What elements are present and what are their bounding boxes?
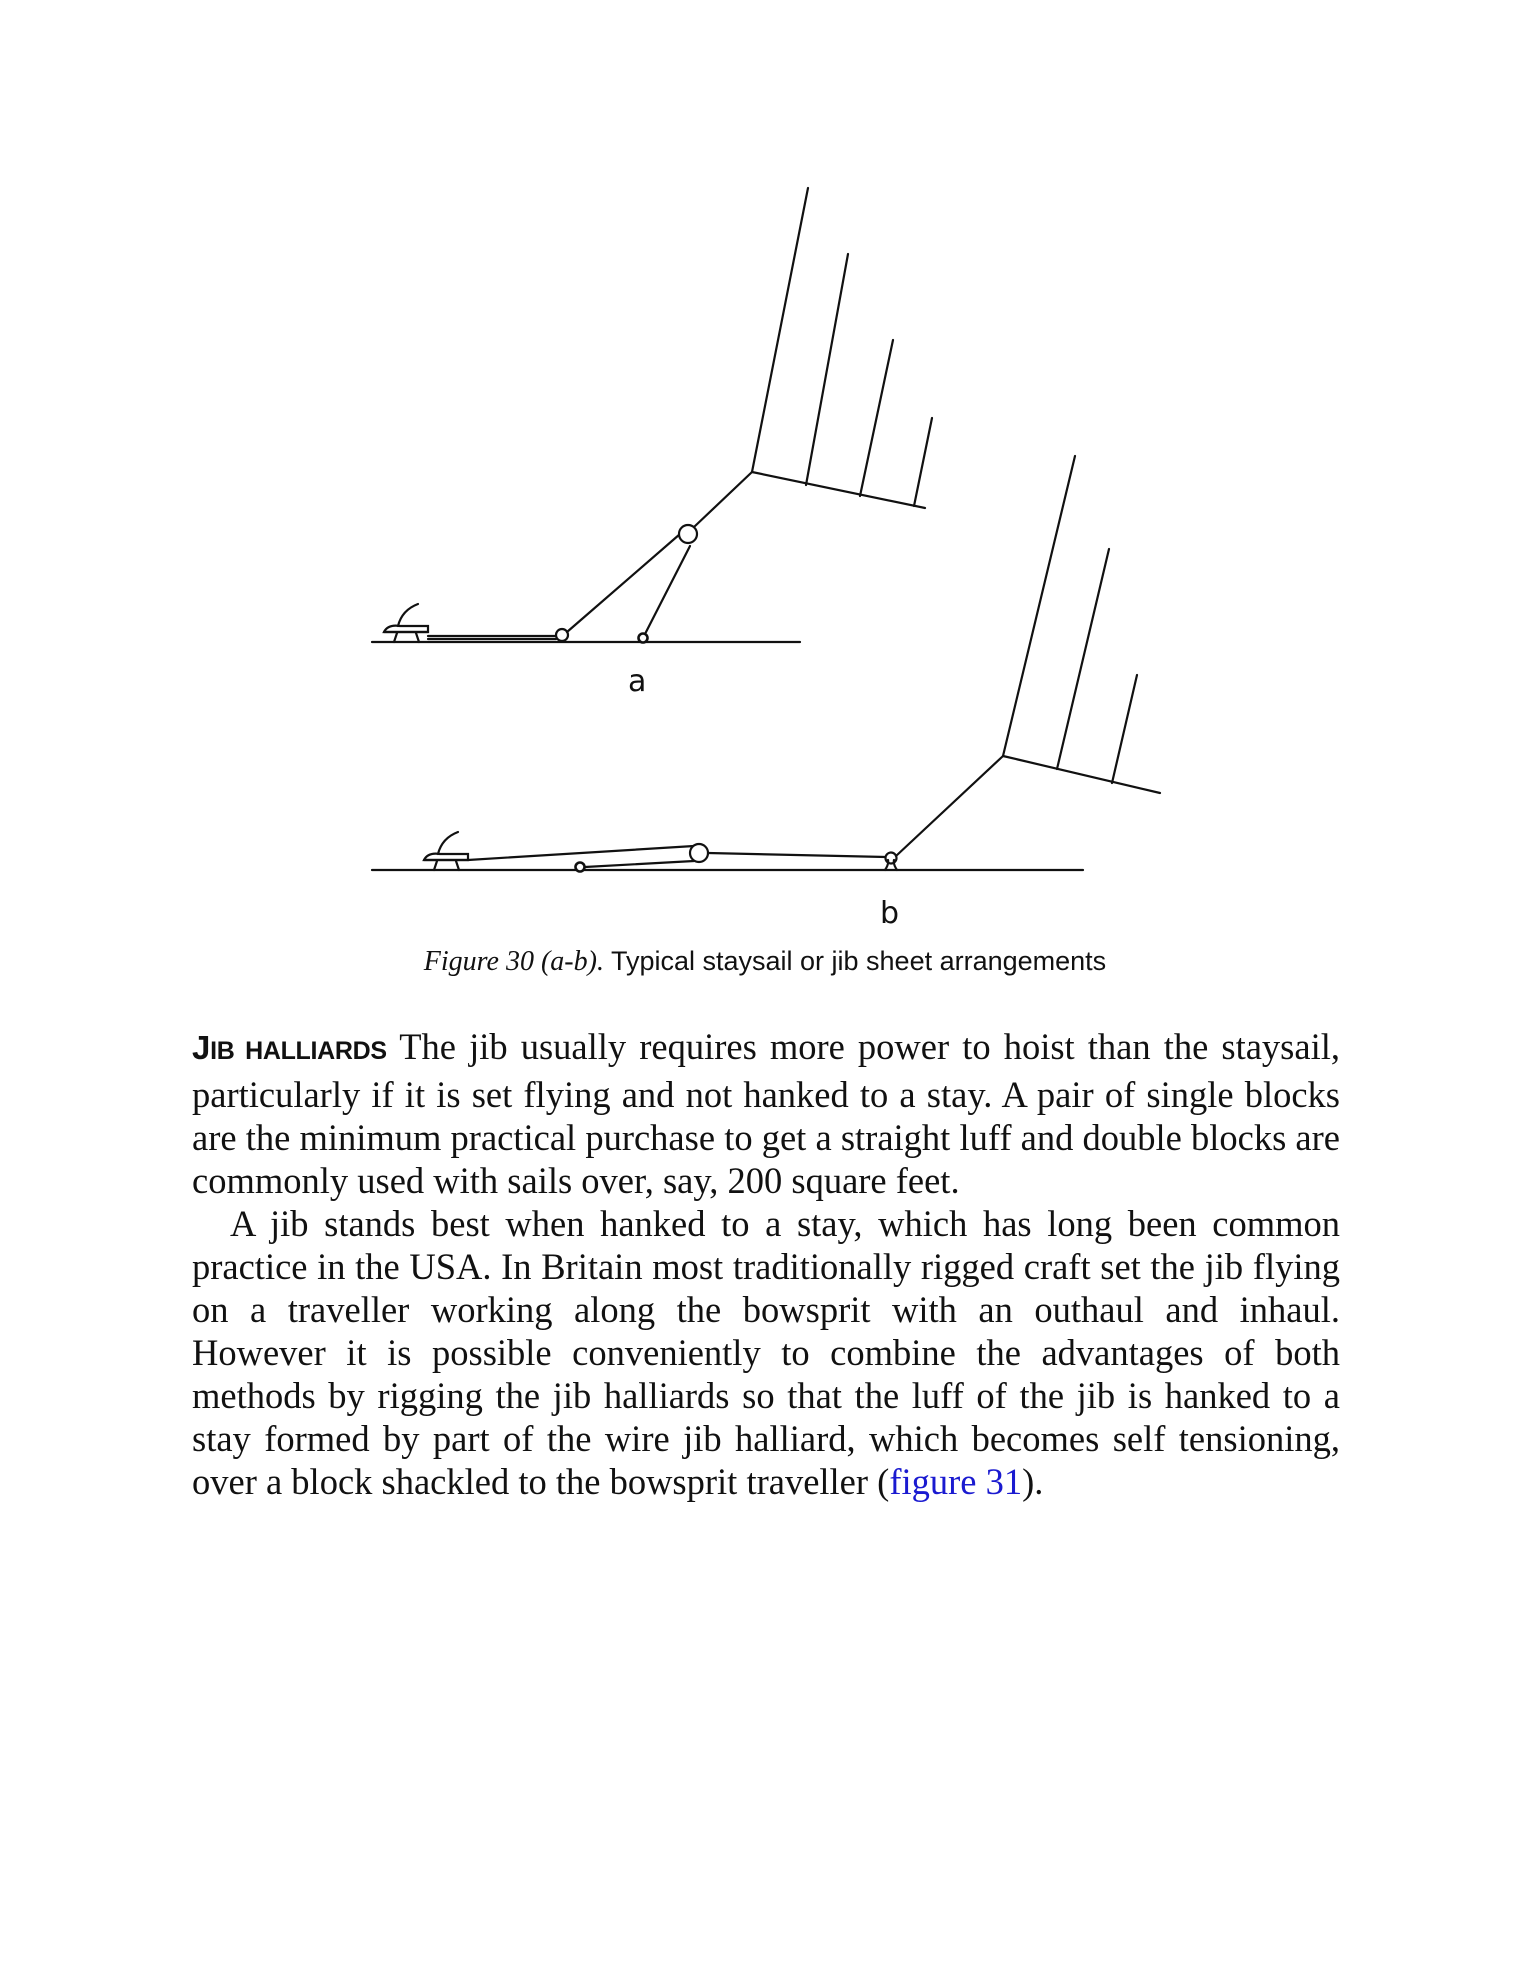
- paragraph-2: [192, 1202, 1340, 1503]
- paragraph-1-text: The jib usually requires more power to hoist than the staysail, particularly if it is set flying and not hanked to a stay. A pair of single blocks are the minimum practical purchase to get a straight luff and double blocks are commonly used with sails over, say, 200 square feet.: [192, 1026, 1340, 1201]
- section-heading-jib-halliards: JIB HALLIARDS: [192, 1029, 387, 1066]
- diagram-a: [372, 188, 932, 643]
- panel-label-a: a: [628, 664, 647, 699]
- paragraph-2-text: A jib stands best when hanked to a stay, which has long been common practice in the USA. In Britain most traditionally rigged craft set the jib flying on a traveller working along the bowsprit with an outhaul and inhaul. However it is possible conveniently to combine the advantages of both methods by rigging the jib halliards so that the luff of the jib is hanked to a stay formed by part of the wire jib halliard, which becomes self tensioning, over a block shackled to the bowsprit traveller (: [192, 1203, 1340, 1502]
- diagram-b: [372, 456, 1160, 872]
- sheet-arrangement-diagram: [0, 0, 1530, 960]
- figure-31-link[interactable]: figure 31: [889, 1461, 1023, 1502]
- caption-figure-number: Figure 30 (a-b).: [423, 946, 604, 977]
- paragraph-2-end: ).: [1022, 1461, 1044, 1502]
- body-text: [192, 1025, 1340, 1503]
- figure-caption: [0, 946, 1530, 978]
- caption-text: Typical staysail or jib sheet arrangements: [603, 946, 1107, 976]
- panel-label-b: b: [880, 896, 900, 931]
- paragraph-1: [192, 1025, 1340, 1202]
